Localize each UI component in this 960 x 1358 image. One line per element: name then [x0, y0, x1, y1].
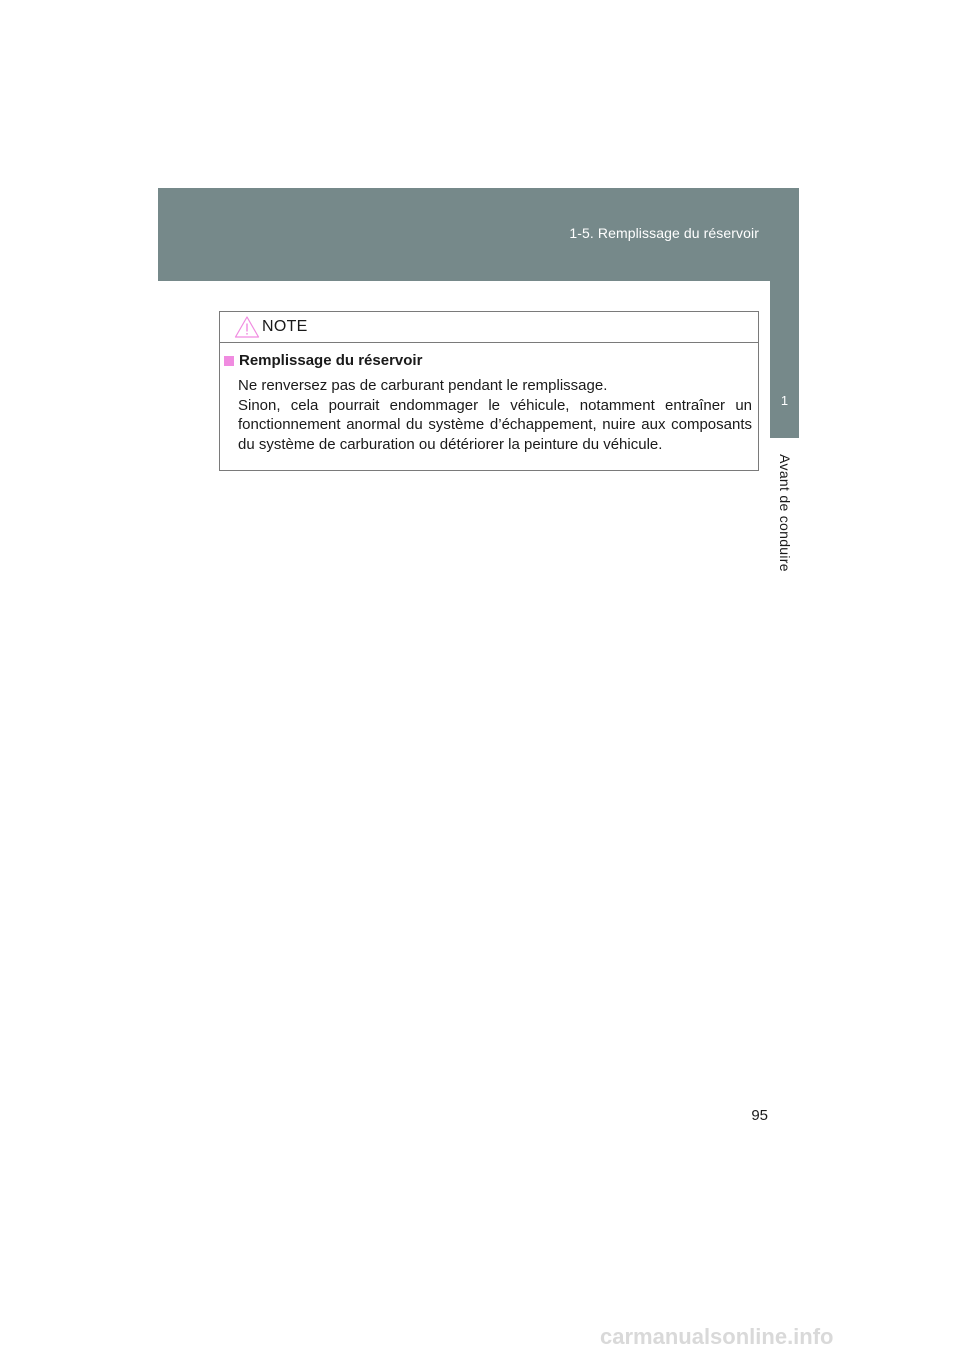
- page-number: 95: [751, 1107, 768, 1124]
- note-paragraph: Sinon, cela pourrait endommager le véhicule, notamment entraîner un fonctionnement anormal du système d’échappement, nuire aux composants du système de carburation ou détériorer la peinture du véhicule.: [238, 396, 752, 453]
- note-header: [220, 312, 758, 343]
- note-body: [224, 352, 752, 454]
- watermark-logo: [600, 1320, 950, 1352]
- chapter-label: Avant de conduire: [777, 454, 793, 572]
- side-band: [770, 281, 799, 369]
- note-label: NOTE: [262, 318, 308, 335]
- warning-triangle-icon: [234, 315, 260, 339]
- note-text: [224, 376, 752, 454]
- note-heading-text: Remplissage du réservoir: [239, 352, 423, 369]
- section-title: 1-5. Remplissage du réservoir: [569, 225, 759, 241]
- note-paragraph: Ne renversez pas de carburant pendant le remplissage.: [238, 377, 608, 394]
- section-header-band: [158, 188, 799, 281]
- watermark-text: carmanualsonline.info: [600, 1324, 834, 1349]
- square-bullet-icon: [224, 356, 234, 366]
- note-box: [219, 311, 759, 471]
- note-heading: [224, 352, 752, 369]
- chapter-number: 1: [780, 393, 789, 408]
